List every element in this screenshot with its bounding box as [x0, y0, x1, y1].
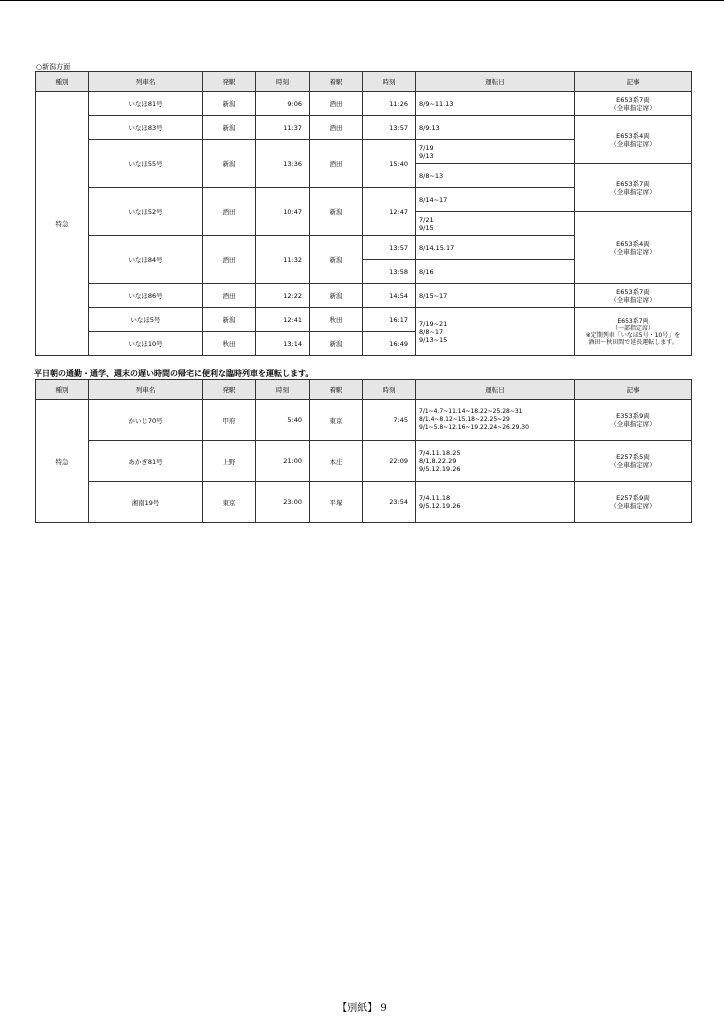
- table-row: [36, 284, 692, 308]
- operation-days: 7/21 9/15: [416, 212, 575, 236]
- operation-days: 8/8~13: [416, 164, 575, 188]
- arrival-time: 12:47: [363, 188, 416, 236]
- departure-time: 13:36: [256, 140, 310, 188]
- table-row: [36, 92, 692, 116]
- header-arrival-time: 時刻: [363, 380, 416, 400]
- departure-station: 新潟: [203, 140, 256, 188]
- arrival-time: 7:45: [363, 400, 416, 441]
- header-train-name: 列車名: [89, 380, 203, 400]
- arrival-station: 本庄: [310, 441, 363, 482]
- arrival-station: 東京: [310, 400, 363, 441]
- operation-days: 7/1~4.7~11.14~18.22~25.28~31 8/1.4~8.12~15.18~22.25~29 9/1~5.8~12.16~19.22.24~26.29.30: [416, 400, 575, 441]
- operation-days: 8/15~17: [416, 284, 575, 308]
- operation-days: 8/16: [416, 260, 575, 284]
- operation-days: 8/14~17: [416, 188, 575, 212]
- departure-time: 9:06: [256, 92, 310, 116]
- departure-station: 酒田: [203, 236, 256, 284]
- table-row: [36, 441, 692, 482]
- departure-station: 甲府: [203, 400, 256, 441]
- departure-station: 東京: [203, 482, 256, 523]
- header-departure-time: 時刻: [256, 380, 310, 400]
- departure-time: 5:40: [256, 400, 310, 441]
- remarks: E257系5両 （全車指定席）: [575, 441, 692, 482]
- arrival-time: 13:57: [363, 116, 416, 140]
- operation-days: 7/19 9/13: [416, 140, 575, 164]
- arrival-station: 新潟: [310, 332, 363, 356]
- arrival-station: 秋田: [310, 308, 363, 332]
- arrival-time: 13:57: [363, 236, 416, 260]
- table-row: [36, 116, 692, 140]
- header-operation-days: 運転日: [416, 72, 575, 92]
- departure-time: 11:32: [256, 236, 310, 284]
- niigata-train-table: [35, 71, 692, 356]
- departure-station: 秋田: [203, 332, 256, 356]
- remarks: E653系7両 （全車指定席）: [575, 92, 692, 116]
- operation-days: 7/4.11.18.25 8/1.8.22.29 9/5.12.19.26: [416, 441, 575, 482]
- section-title-niigata: ○新潟方面: [36, 63, 71, 71]
- departure-time: 10:47: [256, 188, 310, 236]
- arrival-time: 16:17: [363, 308, 416, 332]
- operation-days: 8/14.15.17: [416, 236, 575, 260]
- train-name: いなほ5号: [89, 308, 203, 332]
- header-arrival-station: 着駅: [310, 380, 363, 400]
- remarks: E257系9両 （全車指定席）: [575, 482, 692, 523]
- operation-days: 7/4.11.18 9/5.12.19.26: [416, 482, 575, 523]
- operation-days: 7/19~21 8/8~17 9/13~15: [416, 308, 575, 356]
- arrival-time: 11:26: [363, 92, 416, 116]
- train-name: あかぎ81号: [89, 441, 203, 482]
- header-arrival-time: 時刻: [363, 72, 416, 92]
- departure-station: 新潟: [203, 92, 256, 116]
- header-departure-station: 発駅: [203, 380, 256, 400]
- arrival-time: 22:09: [363, 441, 416, 482]
- arrival-station: 新潟: [310, 284, 363, 308]
- train-name: いなほ84号: [89, 236, 203, 284]
- departure-station: 酒田: [203, 284, 256, 308]
- arrival-time: 23:54: [363, 482, 416, 523]
- departure-station: 酒田: [203, 188, 256, 236]
- header-remarks: 記事: [575, 72, 692, 92]
- table-header-row: [36, 380, 692, 400]
- operation-days: 8/9~11.13: [416, 92, 575, 116]
- train-type-cell: 特急: [36, 400, 89, 523]
- table-row: [36, 400, 692, 441]
- departure-station: 新潟: [203, 308, 256, 332]
- train-name: いなほ52号: [89, 188, 203, 236]
- table-row: [36, 482, 692, 523]
- remarks: E353系9両 （全車指定席）: [575, 400, 692, 441]
- header-departure-station: 発駅: [203, 72, 256, 92]
- departure-station: 上野: [203, 441, 256, 482]
- train-name: いなほ10号: [89, 332, 203, 356]
- commuter-train-table: [35, 379, 692, 523]
- page-footer: 【別紙】 9: [337, 1003, 387, 1014]
- departure-time: 13:14: [256, 332, 310, 356]
- train-name: いなほ83号: [89, 116, 203, 140]
- train-name: いなほ81号: [89, 92, 203, 116]
- remarks: E653系7両 （全車指定席）: [575, 284, 692, 308]
- arrival-time: 14:54: [363, 284, 416, 308]
- arrival-time: 16:49: [363, 332, 416, 356]
- departure-time: 12:41: [256, 308, 310, 332]
- remarks: E653系7両 （一部指定席） ※定期列車「いなほ5号・10号」を 酒田～秋田間で延長運転します。: [575, 308, 692, 356]
- header-train-name: 列車名: [89, 72, 203, 92]
- departure-station: 新潟: [203, 116, 256, 140]
- arrival-station: 新潟: [310, 236, 363, 284]
- arrival-station: 新潟: [310, 188, 363, 236]
- header-departure-time: 時刻: [256, 72, 310, 92]
- remarks: E653系7両 （全車指定席）: [575, 164, 692, 212]
- train-type-cell: 特急: [36, 92, 89, 356]
- header-type: 種別: [36, 380, 89, 400]
- departure-time: 21:00: [256, 441, 310, 482]
- table-row: [36, 308, 692, 332]
- train-name: いなほ55号: [89, 140, 203, 188]
- departure-time: 12:22: [256, 284, 310, 308]
- header-operation-days: 運転日: [416, 380, 575, 400]
- remarks: E653系4両 （全車指定席）: [575, 212, 692, 284]
- operation-days: 8/9.13: [416, 116, 575, 140]
- train-name: かいじ70号: [89, 400, 203, 441]
- train-name: いなほ86号: [89, 284, 203, 308]
- header-type: 種別: [36, 72, 89, 92]
- notice-heading: 平日朝の通勤・通学、週末の遅い時間の帰宅に便利な臨時列車を運転します。: [34, 369, 314, 378]
- arrival-station: 酒田: [310, 140, 363, 188]
- arrival-station: 酒田: [310, 116, 363, 140]
- train-name: 湘南19号: [89, 482, 203, 523]
- header-remarks: 記事: [575, 380, 692, 400]
- page-top-border: [0, 0, 724, 1]
- departure-time: 11:37: [256, 116, 310, 140]
- arrival-time: 13:58: [363, 260, 416, 284]
- arrival-station: 酒田: [310, 92, 363, 116]
- table-header-row: [36, 72, 692, 92]
- arrival-station: 平塚: [310, 482, 363, 523]
- departure-time: 23:00: [256, 482, 310, 523]
- arrival-time: 15:40: [363, 140, 416, 188]
- header-arrival-station: 着駅: [310, 72, 363, 92]
- remarks: E653系4両 （全車指定席）: [575, 116, 692, 164]
